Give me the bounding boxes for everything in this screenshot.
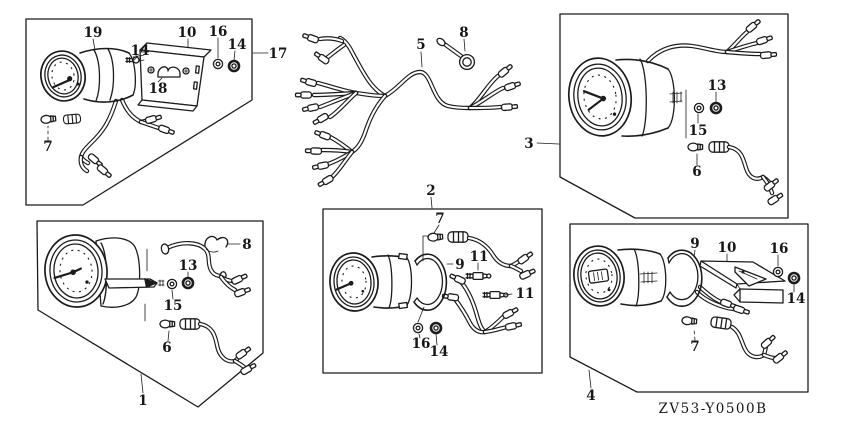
meter-gauge [328, 251, 412, 313]
callout-7: 7 [690, 339, 700, 355]
callout-3: 3 [524, 136, 534, 152]
callout-13: 13 [178, 258, 198, 274]
callout-14: 14 [429, 344, 449, 360]
callout-14: 14 [227, 37, 247, 53]
bullet-connector [312, 161, 329, 170]
callout-15: 15 [163, 298, 183, 314]
callout-7: 7 [435, 211, 445, 227]
callout-17: 17 [268, 46, 288, 62]
bullet-connector [760, 51, 776, 59]
hose-clip [205, 236, 228, 247]
callout-6: 6 [162, 340, 172, 356]
bullet-connector [317, 175, 334, 188]
sender-unit [483, 292, 508, 299]
callout-5: 5 [416, 37, 426, 53]
callout-16: 16 [208, 24, 228, 40]
bulb-socket [180, 319, 200, 329]
diagram-code: ZV53-Y0500B [658, 401, 768, 417]
callout-10: 10 [177, 25, 197, 41]
bullet-connector [760, 334, 776, 349]
callout-16: 16 [769, 241, 789, 257]
washer [413, 323, 422, 332]
bulb-socket [709, 142, 729, 152]
indicator-bulb [41, 115, 56, 124]
assembly-17-group [26, 19, 287, 205]
bullet-connector [158, 125, 175, 136]
meter-gauge [570, 243, 666, 309]
bullet-connector [313, 51, 330, 65]
bullet-connector [305, 148, 321, 155]
callout-10: 10 [717, 240, 737, 256]
sender-unit [466, 273, 491, 280]
meter-ring [414, 254, 446, 310]
bullet-connector [231, 273, 248, 285]
nut [711, 103, 721, 113]
bulb-socket [710, 316, 731, 329]
indicator-bulb [160, 320, 175, 328]
bullet-connector [300, 77, 317, 87]
bulb-socket [448, 232, 468, 242]
bullet-connector [314, 129, 331, 140]
bullet-connector [302, 32, 319, 43]
nut [183, 278, 193, 288]
callout-11: 11 [469, 249, 489, 265]
callout-6: 6 [692, 164, 702, 180]
callout-8: 8 [459, 25, 469, 41]
callout-14: 14 [786, 291, 806, 307]
indicator-bulb [428, 233, 443, 242]
callout-19: 19 [83, 25, 103, 41]
nut [229, 61, 239, 71]
washer [694, 103, 703, 112]
callout-15: 15 [688, 123, 708, 139]
wire-lead [122, 100, 141, 122]
callout-14: 14 [130, 43, 150, 59]
bullet-connector [312, 113, 329, 126]
meter-ring [667, 250, 702, 306]
bullet-connector [302, 103, 319, 112]
washer [773, 267, 782, 276]
meter-display-window [588, 269, 608, 284]
indicator-bulb [682, 316, 697, 325]
assembly-3-group [524, 14, 788, 218]
bullet-connector [772, 349, 788, 364]
bullet-connector [497, 63, 513, 78]
bullet-connector [504, 80, 521, 91]
callout-8: 8 [242, 237, 252, 253]
assembly-2-group [323, 183, 542, 373]
bullet-connector [449, 273, 466, 285]
nut [789, 273, 799, 283]
assembly-4-group [570, 224, 808, 404]
bullet-connector [501, 103, 517, 110]
bulb-socket [63, 114, 81, 124]
washer [167, 279, 176, 288]
wire-clamp [158, 67, 180, 77]
meter-gauge [36, 47, 144, 105]
callout-9: 9 [690, 236, 700, 252]
meter-gauge [564, 54, 682, 140]
assembly-1-group [37, 221, 263, 409]
bullet-connector [505, 321, 522, 330]
wire-harness-group [296, 25, 522, 188]
bullet-connector [235, 346, 252, 360]
bullet-connector [745, 18, 761, 33]
callout-18: 18 [148, 81, 168, 97]
callout-2: 2 [426, 183, 436, 199]
bullet-connector [517, 251, 534, 265]
washer [213, 59, 222, 68]
callout-11: 11 [515, 286, 535, 302]
bullet-connector [733, 305, 750, 316]
clamp-screw [183, 68, 189, 74]
bullet-connector [234, 286, 251, 297]
callout-4: 4 [586, 388, 596, 404]
callout-9: 9 [455, 257, 465, 273]
callout-1: 1 [138, 393, 148, 409]
meter-gauge [42, 232, 164, 309]
bullet-connector [145, 114, 162, 124]
bullet-connector [296, 92, 312, 98]
bullet-connector [756, 34, 773, 45]
callout-7: 7 [43, 139, 53, 155]
bullet-connector [767, 192, 784, 206]
nut [431, 323, 441, 333]
clamp-screw [148, 67, 154, 73]
bullet-connector [96, 164, 112, 179]
bullet-connector [502, 306, 519, 319]
callout-13: 13 [707, 78, 727, 94]
bulb-holder [436, 37, 475, 70]
indicator-bulb [688, 143, 703, 151]
callout-16: 16 [411, 336, 431, 352]
